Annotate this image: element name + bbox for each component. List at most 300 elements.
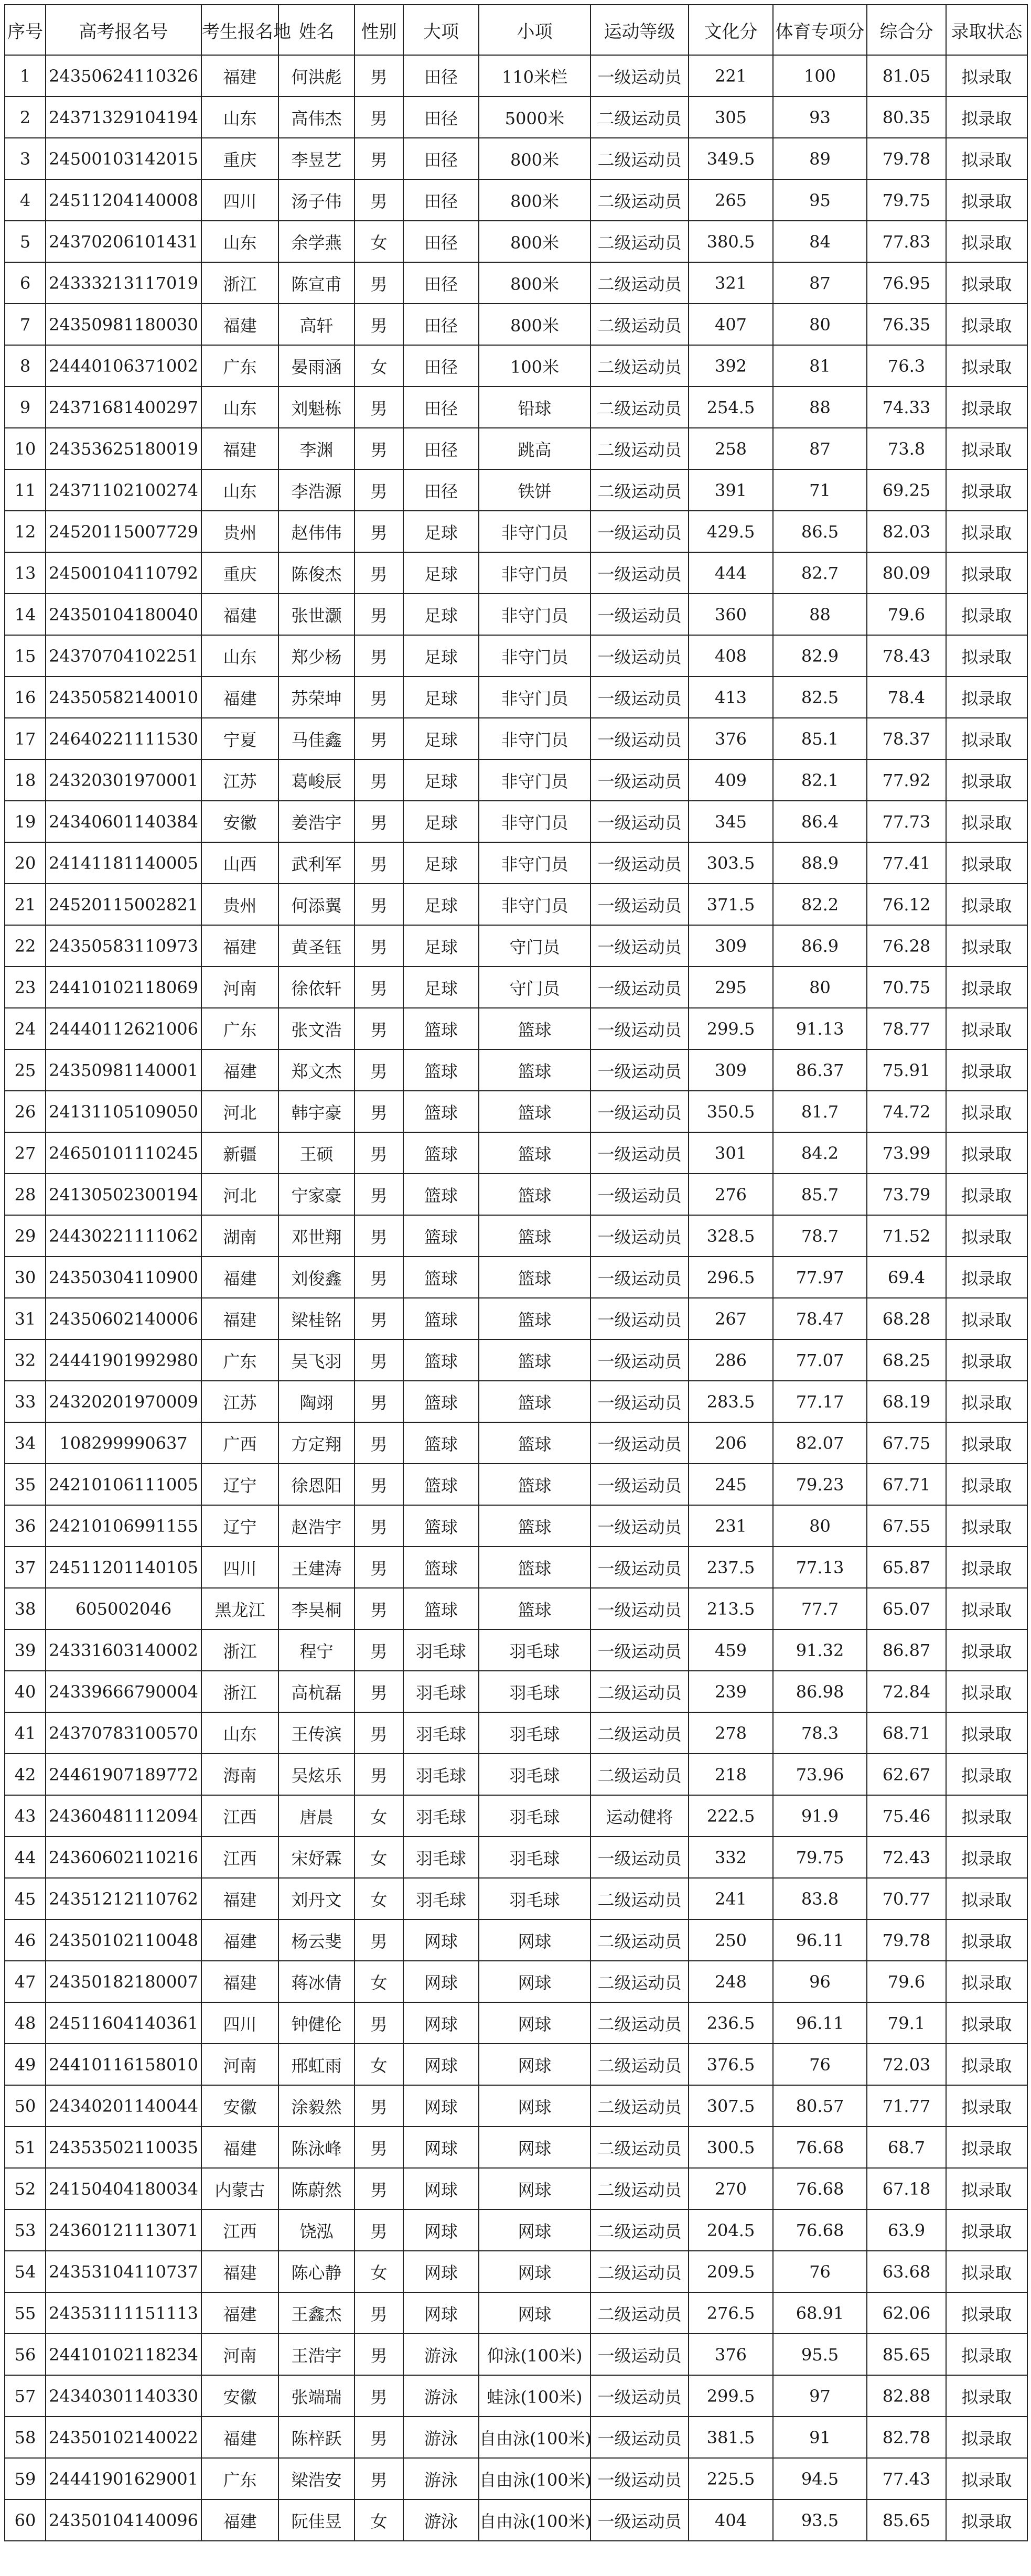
header-col-athlete-level: 运动等级 — [590, 5, 689, 55]
cell-status: 拟录取 — [946, 96, 1027, 138]
cell-gender: 男 — [355, 138, 403, 179]
cell-region: 福建 — [201, 594, 278, 635]
cell-athlete-level: 二级运动员 — [590, 1671, 689, 1712]
cell-exam-number: 24350981140001 — [46, 1049, 201, 1091]
cell-event: 网球 — [479, 2085, 590, 2127]
cell-gender: 男 — [355, 1298, 403, 1339]
table-row — [5, 1339, 1027, 1381]
cell-academic-score: 391 — [689, 469, 773, 511]
cell-event: 800米 — [479, 304, 590, 345]
cell-athlete-level: 二级运动员 — [590, 387, 689, 428]
cell-sport-score: 95 — [773, 179, 867, 221]
cell-exam-number: 24350583110973 — [46, 925, 201, 967]
cell-status: 拟录取 — [946, 1671, 1027, 1712]
cell-sport-score: 96 — [773, 1961, 867, 2002]
cell-name: 邢虹雨 — [278, 2044, 355, 2085]
cell-event: 网球 — [479, 2127, 590, 2168]
cell-index: 58 — [5, 2417, 46, 2458]
cell-academic-score: 309 — [689, 1049, 773, 1091]
table-row — [5, 2251, 1027, 2292]
cell-region: 新疆 — [201, 1132, 278, 1174]
cell-event: 羽毛球 — [479, 1712, 590, 1754]
table-row — [5, 925, 1027, 967]
cell-status: 拟录取 — [946, 1505, 1027, 1547]
cell-sport: 篮球 — [403, 1008, 479, 1049]
cell-status: 拟录取 — [946, 552, 1027, 594]
cell-academic-score: 237.5 — [689, 1547, 773, 1588]
cell-sport-score: 88 — [773, 387, 867, 428]
cell-event: 非守门员 — [479, 884, 590, 925]
cell-exam-number: 24131105109050 — [46, 1091, 201, 1132]
cell-region: 福建 — [201, 2499, 278, 2541]
cell-sport-score: 91.13 — [773, 1008, 867, 1049]
cell-sport-score: 83.8 — [773, 1878, 867, 1919]
cell-index: 41 — [5, 1712, 46, 1754]
cell-exam-number: 24511604140361 — [46, 2002, 201, 2044]
cell-name: 徐依轩 — [278, 967, 355, 1008]
cell-sport: 篮球 — [403, 1422, 479, 1464]
cell-athlete-level: 一级运动员 — [590, 1505, 689, 1547]
table-row — [5, 1381, 1027, 1422]
cell-academic-score: 407 — [689, 304, 773, 345]
cell-athlete-level: 一级运动员 — [590, 2458, 689, 2499]
cell-status: 拟录取 — [946, 1878, 1027, 1919]
cell-sport: 田径 — [403, 138, 479, 179]
cell-exam-number: 24333213117019 — [46, 262, 201, 304]
cell-academic-score: 221 — [689, 55, 773, 96]
cell-region: 福建 — [201, 55, 278, 96]
cell-exam-number: 24640221111530 — [46, 718, 201, 759]
cell-academic-score: 376.5 — [689, 2044, 773, 2085]
cell-status: 拟录取 — [946, 759, 1027, 801]
cell-region: 湖南 — [201, 1215, 278, 1257]
cell-total-score: 62.06 — [867, 2292, 946, 2334]
cell-sport-score: 93.5 — [773, 2499, 867, 2541]
cell-index: 14 — [5, 594, 46, 635]
cell-sport: 田径 — [403, 221, 479, 262]
cell-region: 江苏 — [201, 1381, 278, 1422]
cell-name: 陈蔚然 — [278, 2168, 355, 2209]
cell-sport: 田径 — [403, 179, 479, 221]
cell-total-score: 70.77 — [867, 1878, 946, 1919]
cell-event: 篮球 — [479, 1049, 590, 1091]
cell-event: 自由泳(100米) — [479, 2499, 590, 2541]
cell-region: 安徽 — [201, 801, 278, 842]
cell-total-score: 78.4 — [867, 677, 946, 718]
cell-status: 拟录取 — [946, 55, 1027, 96]
table-row — [5, 511, 1027, 552]
cell-exam-number: 24351212110762 — [46, 1878, 201, 1919]
cell-exam-number: 24371681400297 — [46, 387, 201, 428]
cell-exam-number: 24340201140044 — [46, 2085, 201, 2127]
cell-exam-number: 24410102118069 — [46, 967, 201, 1008]
cell-total-score: 77.41 — [867, 842, 946, 884]
cell-gender: 男 — [355, 387, 403, 428]
cell-status: 拟录取 — [946, 1961, 1027, 2002]
cell-academic-score: 231 — [689, 1505, 773, 1547]
table-row — [5, 1795, 1027, 1837]
cell-region: 福建 — [201, 2292, 278, 2334]
cell-status: 拟录取 — [946, 2209, 1027, 2251]
cell-total-score: 81.05 — [867, 55, 946, 96]
cell-event: 篮球 — [479, 1091, 590, 1132]
table-row — [5, 2168, 1027, 2209]
cell-gender: 男 — [355, 2334, 403, 2375]
cell-event: 800米 — [479, 221, 590, 262]
cell-total-score: 67.55 — [867, 1505, 946, 1547]
cell-exam-number: 24360121113071 — [46, 2209, 201, 2251]
cell-sport: 篮球 — [403, 1505, 479, 1547]
cell-index: 35 — [5, 1464, 46, 1505]
cell-total-score: 68.19 — [867, 1381, 946, 1422]
cell-region: 重庆 — [201, 138, 278, 179]
cell-total-score: 70.75 — [867, 967, 946, 1008]
cell-athlete-level: 一级运动员 — [590, 1215, 689, 1257]
cell-sport: 网球 — [403, 2085, 479, 2127]
cell-exam-number: 24350104180040 — [46, 594, 201, 635]
cell-sport: 田径 — [403, 428, 479, 469]
cell-sport-score: 86.4 — [773, 801, 867, 842]
cell-academic-score: 305 — [689, 96, 773, 138]
table-row — [5, 1298, 1027, 1339]
cell-sport: 篮球 — [403, 1049, 479, 1091]
cell-gender: 女 — [355, 2044, 403, 2085]
cell-name: 王浩宇 — [278, 2334, 355, 2375]
cell-gender: 男 — [355, 511, 403, 552]
cell-sport-score: 85.1 — [773, 718, 867, 759]
cell-status: 拟录取 — [946, 1091, 1027, 1132]
cell-name: 陶翊 — [278, 1381, 355, 1422]
cell-academic-score: 300.5 — [689, 2127, 773, 2168]
cell-region: 山东 — [201, 635, 278, 677]
table-row — [5, 2292, 1027, 2334]
cell-index: 30 — [5, 1257, 46, 1298]
cell-status: 拟录取 — [946, 2375, 1027, 2417]
cell-sport: 足球 — [403, 635, 479, 677]
cell-sport: 足球 — [403, 801, 479, 842]
cell-status: 拟录取 — [946, 718, 1027, 759]
cell-region: 福建 — [201, 1878, 278, 1919]
cell-sport: 足球 — [403, 594, 479, 635]
cell-exam-number: 24210106111005 — [46, 1464, 201, 1505]
table-row — [5, 842, 1027, 884]
cell-exam-number: 24440112621006 — [46, 1008, 201, 1049]
cell-academic-score: 254.5 — [689, 387, 773, 428]
cell-event: 自由泳(100米) — [479, 2417, 590, 2458]
cell-index: 26 — [5, 1091, 46, 1132]
cell-index: 53 — [5, 2209, 46, 2251]
cell-name: 梁桂铭 — [278, 1298, 355, 1339]
cell-event: 非守门员 — [479, 842, 590, 884]
cell-name: 李浩源 — [278, 469, 355, 511]
cell-index: 22 — [5, 925, 46, 967]
cell-academic-score: 376 — [689, 718, 773, 759]
cell-status: 拟录取 — [946, 1132, 1027, 1174]
header-col-gender: 性别 — [355, 5, 403, 55]
cell-total-score: 68.71 — [867, 1712, 946, 1754]
cell-status: 拟录取 — [946, 221, 1027, 262]
cell-sport-score: 78.47 — [773, 1298, 867, 1339]
cell-index: 24 — [5, 1008, 46, 1049]
cell-region: 安徽 — [201, 2375, 278, 2417]
cell-total-score: 73.8 — [867, 428, 946, 469]
table-row — [5, 2044, 1027, 2085]
cell-total-score: 69.25 — [867, 469, 946, 511]
cell-event: 篮球 — [479, 1298, 590, 1339]
cell-exam-number: 24350304110900 — [46, 1257, 201, 1298]
cell-index: 25 — [5, 1049, 46, 1091]
cell-gender: 男 — [355, 1008, 403, 1049]
table-row — [5, 262, 1027, 304]
cell-region: 河南 — [201, 967, 278, 1008]
cell-region: 广东 — [201, 2458, 278, 2499]
cell-sport: 篮球 — [403, 1132, 479, 1174]
cell-status: 拟录取 — [946, 2499, 1027, 2541]
cell-gender: 男 — [355, 469, 403, 511]
cell-academic-score: 204.5 — [689, 2209, 773, 2251]
cell-name: 李渊 — [278, 428, 355, 469]
cell-gender: 男 — [355, 1422, 403, 1464]
cell-name: 何添翼 — [278, 884, 355, 925]
cell-total-score: 82.03 — [867, 511, 946, 552]
cell-total-score: 62.67 — [867, 1754, 946, 1795]
table-row — [5, 2002, 1027, 2044]
cell-event: 篮球 — [479, 1008, 590, 1049]
table-body — [5, 55, 1027, 2541]
cell-sport: 田径 — [403, 304, 479, 345]
cell-sport: 田径 — [403, 387, 479, 428]
cell-region: 山东 — [201, 1712, 278, 1754]
cell-status: 拟录取 — [946, 2127, 1027, 2168]
cell-event: 非守门员 — [479, 594, 590, 635]
cell-sport: 田径 — [403, 469, 479, 511]
cell-region: 山东 — [201, 469, 278, 511]
cell-academic-score: 321 — [689, 262, 773, 304]
cell-sport: 田径 — [403, 55, 479, 96]
cell-index: 29 — [5, 1215, 46, 1257]
cell-sport: 羽毛球 — [403, 1795, 479, 1837]
cell-gender: 女 — [355, 1795, 403, 1837]
cell-status: 拟录取 — [946, 1712, 1027, 1754]
cell-event: 800米 — [479, 138, 590, 179]
cell-exam-number: 24520115002821 — [46, 884, 201, 925]
cell-athlete-level: 一级运动员 — [590, 1837, 689, 1878]
cell-status: 拟录取 — [946, 884, 1027, 925]
cell-sport: 篮球 — [403, 1174, 479, 1215]
table-row — [5, 1588, 1027, 1629]
cell-event: 篮球 — [479, 1257, 590, 1298]
cell-region: 广西 — [201, 1422, 278, 1464]
cell-exam-number: 24441901629001 — [46, 2458, 201, 2499]
cell-athlete-level: 一级运动员 — [590, 718, 689, 759]
cell-region: 浙江 — [201, 1671, 278, 1712]
cell-sport: 篮球 — [403, 1464, 479, 1505]
cell-academic-score: 444 — [689, 552, 773, 594]
cell-status: 拟录取 — [946, 511, 1027, 552]
cell-athlete-level: 一级运动员 — [590, 1049, 689, 1091]
header-col-exam-number: 高考报名号 — [46, 5, 201, 55]
cell-exam-number: 24150404180034 — [46, 2168, 201, 2209]
header-row — [5, 5, 1027, 55]
cell-academic-score: 459 — [689, 1629, 773, 1671]
cell-academic-score: 276.5 — [689, 2292, 773, 2334]
cell-gender: 男 — [355, 2127, 403, 2168]
cell-sport-score: 76 — [773, 2251, 867, 2292]
cell-sport: 篮球 — [403, 1257, 479, 1298]
cell-index: 47 — [5, 1961, 46, 2002]
cell-academic-score: 265 — [689, 179, 773, 221]
cell-status: 拟录取 — [946, 1049, 1027, 1091]
cell-athlete-level: 一级运动员 — [590, 1174, 689, 1215]
cell-name: 余学燕 — [278, 221, 355, 262]
cell-index: 23 — [5, 967, 46, 1008]
cell-sport: 游泳 — [403, 2375, 479, 2417]
cell-athlete-level: 二级运动员 — [590, 428, 689, 469]
cell-index: 34 — [5, 1422, 46, 1464]
cell-event: 800米 — [479, 262, 590, 304]
cell-athlete-level: 一级运动员 — [590, 1629, 689, 1671]
cell-athlete-level: 二级运动员 — [590, 1754, 689, 1795]
cell-exam-number: 24461907189772 — [46, 1754, 201, 1795]
cell-status: 拟录取 — [946, 1422, 1027, 1464]
cell-academic-score: 381.5 — [689, 2417, 773, 2458]
cell-name: 宁家豪 — [278, 1174, 355, 1215]
cell-total-score: 73.79 — [867, 1174, 946, 1215]
cell-status: 拟录取 — [946, 967, 1027, 1008]
cell-event: 篮球 — [479, 1339, 590, 1381]
cell-event: 非守门员 — [479, 801, 590, 842]
cell-index: 46 — [5, 1919, 46, 1961]
cell-index: 43 — [5, 1795, 46, 1837]
cell-name: 刘丹文 — [278, 1878, 355, 1919]
cell-region: 河南 — [201, 2044, 278, 2085]
cell-event: 篮球 — [479, 1381, 590, 1422]
cell-athlete-level: 一级运动员 — [590, 55, 689, 96]
cell-region: 海南 — [201, 1754, 278, 1795]
cell-region: 贵州 — [201, 511, 278, 552]
cell-total-score: 76.95 — [867, 262, 946, 304]
cell-status: 拟录取 — [946, 925, 1027, 967]
cell-athlete-level: 二级运动员 — [590, 221, 689, 262]
cell-index: 2 — [5, 96, 46, 138]
table-row — [5, 718, 1027, 759]
table-row — [5, 594, 1027, 635]
cell-gender: 男 — [355, 1712, 403, 1754]
cell-exam-number: 24360481112094 — [46, 1795, 201, 1837]
cell-event: 800米 — [479, 179, 590, 221]
cell-athlete-level: 一级运动员 — [590, 2499, 689, 2541]
cell-sport: 网球 — [403, 2292, 479, 2334]
table-row — [5, 1919, 1027, 1961]
cell-region: 江西 — [201, 1837, 278, 1878]
cell-academic-score: 222.5 — [689, 1795, 773, 1837]
cell-index: 6 — [5, 262, 46, 304]
table-row — [5, 1712, 1027, 1754]
cell-exam-number: 24339666790004 — [46, 1671, 201, 1712]
cell-academic-score: 345 — [689, 801, 773, 842]
table-row — [5, 138, 1027, 179]
cell-index: 50 — [5, 2085, 46, 2127]
cell-total-score: 76.3 — [867, 345, 946, 387]
cell-athlete-level: 一级运动员 — [590, 594, 689, 635]
cell-sport-score: 88 — [773, 594, 867, 635]
cell-index: 19 — [5, 801, 46, 842]
header-col-sport-score: 体育专项分 — [773, 5, 867, 55]
cell-name: 阮佳昱 — [278, 2499, 355, 2541]
cell-index: 44 — [5, 1837, 46, 1878]
table-row — [5, 552, 1027, 594]
table-row — [5, 179, 1027, 221]
cell-event: 非守门员 — [479, 552, 590, 594]
cell-name: 徐恩阳 — [278, 1464, 355, 1505]
cell-region: 福建 — [201, 1298, 278, 1339]
cell-status: 拟录取 — [946, 428, 1027, 469]
cell-index: 55 — [5, 2292, 46, 2334]
cell-index: 59 — [5, 2458, 46, 2499]
cell-name: 赵伟伟 — [278, 511, 355, 552]
cell-sport-score: 84.2 — [773, 1132, 867, 1174]
cell-academic-score: 248 — [689, 1961, 773, 2002]
cell-status: 拟录取 — [946, 1381, 1027, 1422]
cell-academic-score: 309 — [689, 925, 773, 967]
cell-gender: 女 — [355, 2499, 403, 2541]
cell-exam-number: 24520115007729 — [46, 511, 201, 552]
cell-region: 福建 — [201, 1257, 278, 1298]
cell-total-score: 78.37 — [867, 718, 946, 759]
cell-sport-score: 89 — [773, 138, 867, 179]
cell-name: 张文浩 — [278, 1008, 355, 1049]
table-row — [5, 2375, 1027, 2417]
cell-sport-score: 82.5 — [773, 677, 867, 718]
cell-athlete-level: 二级运动员 — [590, 469, 689, 511]
cell-total-score: 74.72 — [867, 1091, 946, 1132]
cell-event: 仰泳(100米) — [479, 2334, 590, 2375]
cell-exam-number: 24350582140010 — [46, 677, 201, 718]
cell-region: 宁夏 — [201, 718, 278, 759]
cell-exam-number: 108299990637 — [46, 1422, 201, 1464]
cell-sport-score: 100 — [773, 55, 867, 96]
cell-region: 江苏 — [201, 759, 278, 801]
cell-athlete-level: 一级运动员 — [590, 1381, 689, 1422]
cell-academic-score: 218 — [689, 1754, 773, 1795]
cell-gender: 男 — [355, 2417, 403, 2458]
cell-sport-score: 82.7 — [773, 552, 867, 594]
cell-gender: 男 — [355, 1754, 403, 1795]
cell-gender: 男 — [355, 1671, 403, 1712]
cell-exam-number: 24650101110245 — [46, 1132, 201, 1174]
cell-academic-score: 303.5 — [689, 842, 773, 884]
cell-sport-score: 81.7 — [773, 1091, 867, 1132]
cell-gender: 男 — [355, 2209, 403, 2251]
cell-total-score: 79.6 — [867, 1961, 946, 2002]
cell-academic-score: 250 — [689, 1919, 773, 1961]
table-row — [5, 1629, 1027, 1671]
cell-index: 57 — [5, 2375, 46, 2417]
cell-gender: 男 — [355, 179, 403, 221]
table-row — [5, 801, 1027, 842]
cell-athlete-level: 二级运动员 — [590, 96, 689, 138]
cell-event: 篮球 — [479, 1132, 590, 1174]
cell-total-score: 80.09 — [867, 552, 946, 594]
cell-index: 52 — [5, 2168, 46, 2209]
cell-event: 非守门员 — [479, 511, 590, 552]
cell-sport: 足球 — [403, 677, 479, 718]
cell-index: 51 — [5, 2127, 46, 2168]
cell-athlete-level: 一级运动员 — [590, 1091, 689, 1132]
cell-academic-score: 376 — [689, 2334, 773, 2375]
header-col-region: 考生报名地 — [201, 5, 278, 55]
cell-status: 拟录取 — [946, 1837, 1027, 1878]
